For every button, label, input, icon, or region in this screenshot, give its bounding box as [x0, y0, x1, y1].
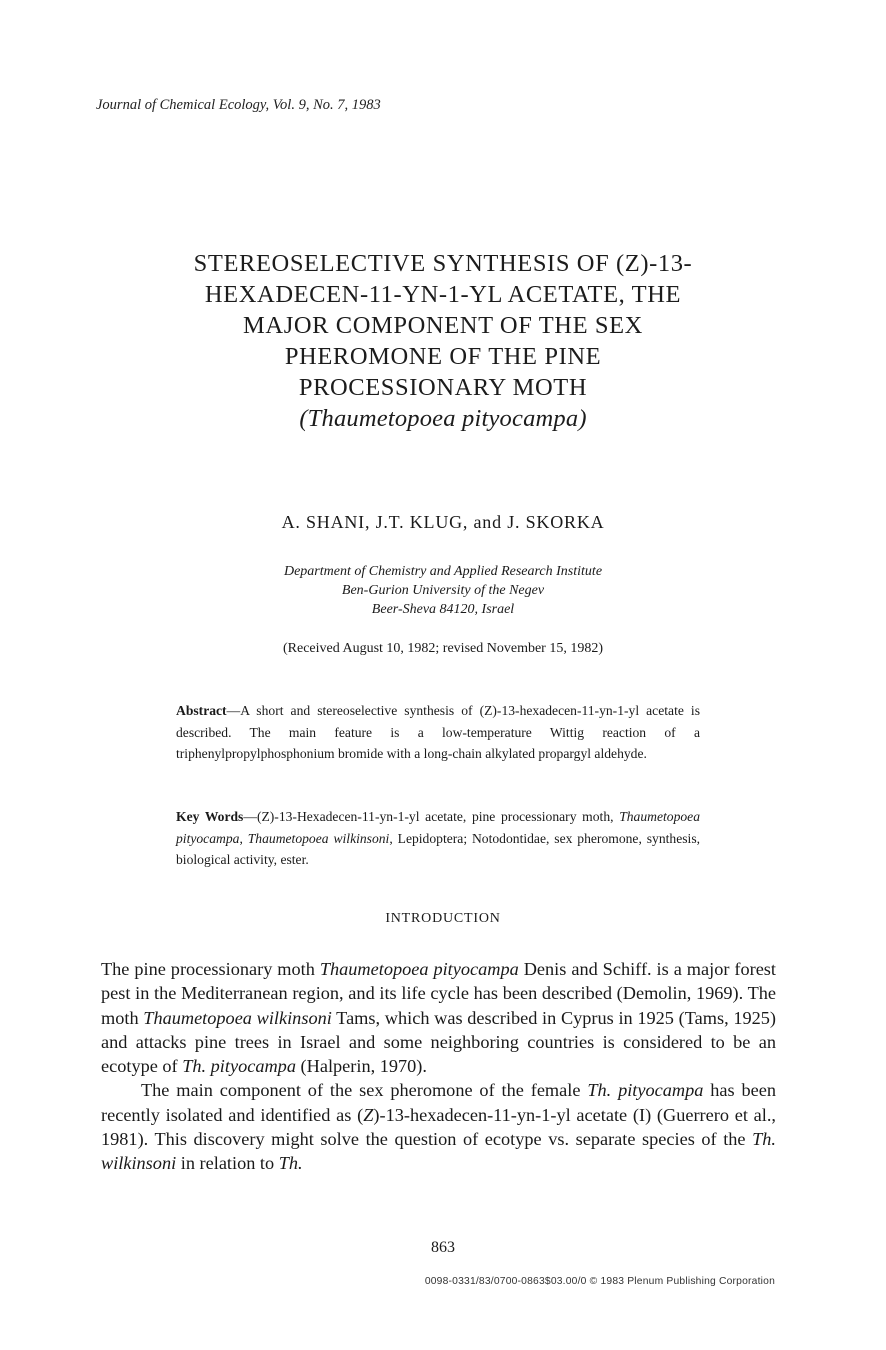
- keywords-species-2: Thaumetopoea wilkinsoni: [247, 830, 390, 846]
- paper-title: [120, 248, 766, 434]
- title-line-5: PROCESSIONARY MOTH: [298, 374, 588, 401]
- keywords-text-2: , Lepidoptera; Notodontidae, sex pheromone, synthesis, biological activity, ester.: [176, 830, 701, 867]
- title-species: (Thaumetopoea pityocampa): [299, 405, 587, 432]
- received-dates: (Received August 10, 1982; revised November 15, 1982): [283, 641, 603, 656]
- species-name: Th.: [278, 1153, 303, 1174]
- title-line-2: HEXADECEN-11-YN-1-YL ACETATE, THE: [204, 281, 682, 308]
- keywords-text-1: —(Z)-13-Hexadecen-11-yn-1-yl acetate, pine processionary moth,: [243, 809, 620, 824]
- title-line-1: STEREOSELECTIVE SYNTHESIS OF (Z)-13-: [193, 250, 693, 277]
- page-number: 863: [431, 1239, 455, 1256]
- abstract: [176, 700, 700, 765]
- title-line-4: PHEROMONE OF THE PINE: [284, 343, 602, 370]
- abstract-text: —A short and stereoselective synthesis of (Z)-13-hexadecen-11-yn-1-yl acetate is described. The main feature is a low-temperature Wittig reaction of a triphenylpropylphosphonium bromide with a long-chain alkylated propargyl aldehyde.: [176, 703, 700, 761]
- affiliation-university: Ben-Gurion University of the Negev: [341, 583, 545, 598]
- key-words: [176, 806, 700, 871]
- species-name: Thaumetopoea pityocampa: [319, 959, 519, 979]
- species-name: Th. pityocampa: [587, 1080, 704, 1101]
- journal-citation: Journal of Chemical Ecology, Vol. 9, No. 7, 1983: [96, 97, 381, 113]
- section-heading-introduction: INTRODUCTION: [385, 911, 501, 926]
- text-run: The main component of the sex pheromone of the female: [141, 1080, 588, 1101]
- affiliation: [120, 562, 766, 619]
- affiliation-department: Department of Chemistry and Applied Research Institute: [283, 564, 603, 579]
- paragraph-1: [101, 957, 776, 1078]
- species-name: Th. pityocampa: [182, 1056, 296, 1077]
- author-list: A. SHANI, J.T. KLUG, and J. SKORKA: [281, 512, 605, 532]
- abstract-label: Abstract: [176, 703, 227, 718]
- text-run: has been recently isolated and identified as (: [101, 1080, 776, 1125]
- text-run: )-13-hexadecen-11-yn-1-yl acetate (I) (Guerrero et al., 1981). This discovery might solve the question of ecotype vs. separate species of the: [101, 1104, 776, 1150]
- text-run: Tams, which was described in Cyprus in 1925 (Tams, 1925) and attacks pine trees in Israel and some neighboring countries is considered to be an ecotype of: [101, 1007, 776, 1077]
- stereo-descriptor: Z: [363, 1104, 374, 1125]
- text-run: (Halperin, 1970).: [295, 1056, 427, 1077]
- body-text: [101, 957, 776, 1176]
- keywords-label: Key Words: [176, 809, 244, 824]
- text-run: in relation to: [176, 1153, 279, 1174]
- paragraph-2: [101, 1078, 776, 1175]
- copyright-footer: 0098-0331/83/0700-0863$03.00/0 © 1983 Plenum Publishing Corporation: [424, 1276, 775, 1287]
- affiliation-address: Beer-Sheva 84120, Israel: [371, 602, 515, 617]
- title-line-3: MAJOR COMPONENT OF THE SEX: [243, 312, 643, 339]
- species-name: Th. wilkinsoni: [101, 1129, 776, 1174]
- text-run: Denis and Schiff. is a major forest pest in the Mediterranean region, and its life cycle has been described (Demolin, 1969). The moth: [101, 959, 776, 1028]
- species-name: Thaumetopoea wilkinsoni: [143, 1007, 332, 1028]
- keywords-separator: ,: [239, 830, 248, 846]
- text-run: The pine processionary moth: [101, 959, 320, 979]
- keywords-species-1: Thaumetopoea pityocampa: [176, 809, 700, 846]
